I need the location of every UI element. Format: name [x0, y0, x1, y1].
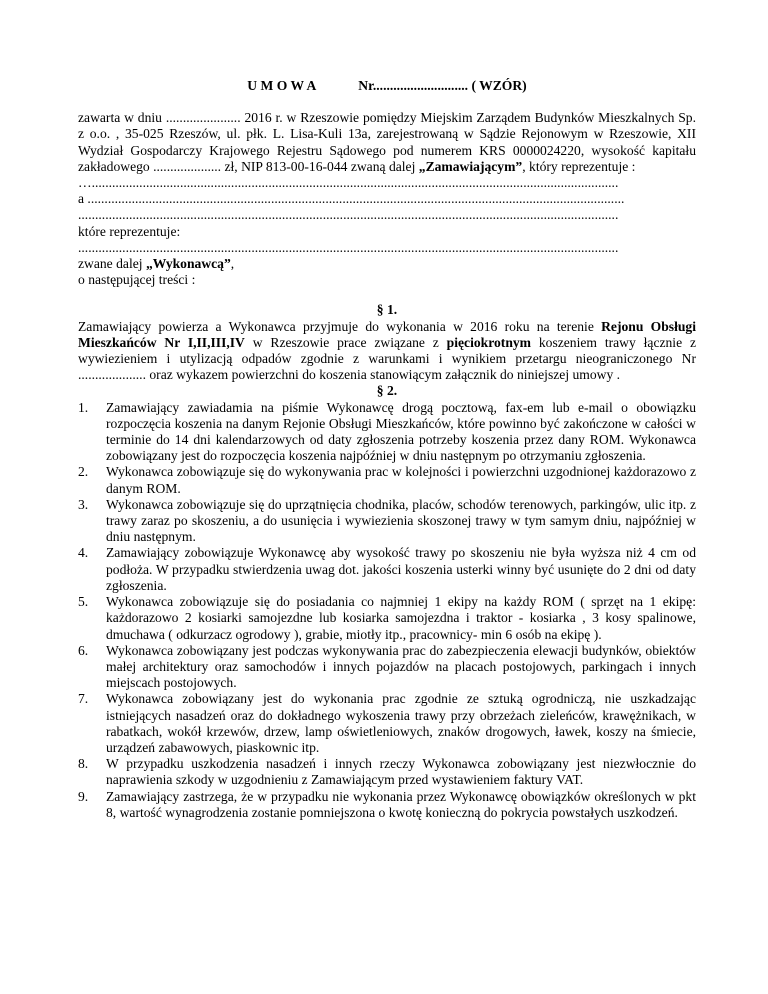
item-text: Zamawiający zawiadamia na piśmie Wykonawcę drogą pocztową, fax-em lub e-mail o obowiązku rozpoczęcia koszenia na danym Rejonie Obsługi Mieszkańców, które powinno być zakończone w całości w terminie do 14 dni kalendarzowych od daty zgłoszenia potrzeby koszenia przez dany ROM. Wykonawca zobowiązany jest do rozpoczęcia koszenia najpóźniej w dniu następnym po otrzymaniu zgłoszenia. [106, 399, 696, 464]
list-item [78, 400, 696, 465]
s1-text-2: w Rzeszowie prace związane z [244, 334, 447, 350]
list-item [78, 691, 696, 756]
item-text: Wykonawca zobowiązany jest podczas wykonywania prac do zabezpieczenia elewacji budynków, obiektów małej architektury oraz samochodów i innych pojazdów na placach postojowych, parkingach i innych miejscach postojowych. [106, 642, 696, 691]
item-text: Wykonawca zobowiązany jest do wykonania prac zgodnie ze sztuką ogrodniczą, nie uszkadzając istniejących nasadzeń oraz do dokładnego wykoszenia trawy przy obrzeżach zieleńców, krawężnikach, w rabatkach, wokół krzewów, drzew, lamp oświetleniowych, znaków drogowych, ławek, koszy na śmiecie, urządzeń zabawowych, piaskownic itp. [106, 691, 696, 755]
list-item [78, 643, 696, 692]
section-1-heading: § 1. [376, 302, 398, 318]
item-text: Wykonawca zobowiązuje się do uprzątnięcia chodnika, placów, schodów terenowych, parkingów, ulic itp. z trawy zaraz po skoszeniu, a do usunięcia i wywiezienia skoszonej trawy w tym samym dniu, najpóźniej w dniu następnym. [106, 496, 696, 545]
section-2-list [78, 400, 696, 821]
item-text: W przypadku uszkodzenia nasadzeń i innych rzeczy Wykonawca zobowiązany jest niezwłocznie do naprawienia szkody w uzgodnieniu z Zamawiającym przed wystawieniem faktury VAT. [106, 756, 696, 788]
list-item [78, 545, 696, 594]
item-number: 5. [78, 594, 89, 610]
title-umowa: U M O W A [247, 78, 317, 93]
representative-label: które reprezentuje: [78, 223, 181, 239]
wykonawca-term: „Wykonawcą” [145, 256, 231, 272]
list-item [78, 594, 696, 643]
item-text: Zamawiający zobowiązuje Wykonawcę aby wysokość trawy po skoszeniu nie była wyższa niż 4 cm od podłoża. W przypadku stwierdzenia uwag dot. jakości koszenia usterki winny być usunięte do 2 dni od daty zgłoszenia. [106, 545, 696, 593]
list-item [78, 756, 696, 788]
intro-text-end: , który reprezentuje : [522, 158, 636, 174]
signature-line-3: ............................................................................................................................................................... [78, 207, 619, 223]
zwane-text: zwane dalej [78, 256, 146, 272]
list-item [78, 464, 696, 496]
item-text: Zamawiający zastrzega, że w przypadku nie wykonania przez Wykonawcę obowiązków określonych w pkt 8, wartość wynagrodzenia zostanie pomniejszona o kwotę konieczną do pokrycia powstałych uszkodzeń. [106, 788, 696, 820]
item-number: 6. [78, 642, 89, 658]
item-number: 9. [78, 788, 89, 804]
intro-paragraph [78, 110, 696, 175]
item-number: 3. [78, 496, 89, 512]
section-2-heading: § 2. [376, 383, 398, 399]
item-number: 4. [78, 545, 89, 561]
section-1-paragraph [78, 319, 696, 384]
signature-line-2: a .............................................................................................................................................................. [78, 191, 625, 207]
signature-line-1: …........................................................................................................................................................... [78, 175, 619, 191]
item-number: 7. [78, 691, 89, 707]
tresci-line: o następującej treści : [78, 272, 196, 288]
signature-line-4: ............................................................................................................................................................... [78, 239, 619, 255]
zwane-end: , [230, 256, 235, 272]
title-number: Nr............................ ( WZÓR) [358, 78, 527, 93]
s1-bold-2: pięciokrotnym [446, 334, 532, 350]
wykonawca-definition [78, 256, 696, 272]
zamawiajacy-term: „Zamawiającym” [418, 158, 523, 174]
item-number: 2. [78, 464, 89, 480]
document-title [78, 78, 696, 94]
item-text: Wykonawca zobowiązuje się do wykonywania prac w kolejności i powierzchni uzgodnionej każdorazowo z danym ROM. [106, 464, 696, 496]
item-number: 8. [78, 756, 89, 772]
list-item [78, 789, 696, 821]
list-item [78, 497, 696, 546]
s1-bold-1: Rejonu Obsługi Mieszkańców Nr I,II,III,IV [78, 318, 696, 350]
s1-text-1: Zamawiający powierza a Wykonawca przyjmuje do wykonania w 2016 roku na terenie [78, 318, 602, 334]
s1-text-3: koszeniem trawy łącznie z wywiezieniem i utylizacją odpadów zgodnie z warunkami i wynikiem przetargu nieograniczonego Nr .................... oraz wykazem powierzchni do koszenia stanowiącym załącznik do niniejszej umowy . [78, 334, 696, 383]
item-number: 1. [78, 399, 89, 415]
contract-document [78, 78, 696, 821]
intro-text: zawarta w dniu ...................... 2016 r. w Rzeszowie pomiędzy Miejskim Zarządem Budynków Mieszkalnych Sp. z o.o. , 35-025 Rzeszów, ul. płk. L. Lisa-Kuli 13a, zarejestrowaną w Sądzie Rejonowym w Rzeszowie, XII Wydział Gospodarczy Krajowego Rejestru Sądowego pod numerem KRS 0000024220, wysokość kapitału zakładowego .................... zł, NIP 813-00-16-044 zwaną dalej [78, 110, 696, 174]
item-text: Wykonawca zobowiązuje się do posiadania co najmniej 1 ekipy na każdy ROM ( sprzęt na 1 ekipę: każdorazowo 2 kosiarki samojezdne lub kosiarka samojezdna i traktor - kosiarka , 3 kosy spalinowe, dmuchawa ( odkurzacz ogrodowy ), grabie, miotły itp., pracownicy- min 6 osób na ekipę ). [106, 594, 696, 642]
